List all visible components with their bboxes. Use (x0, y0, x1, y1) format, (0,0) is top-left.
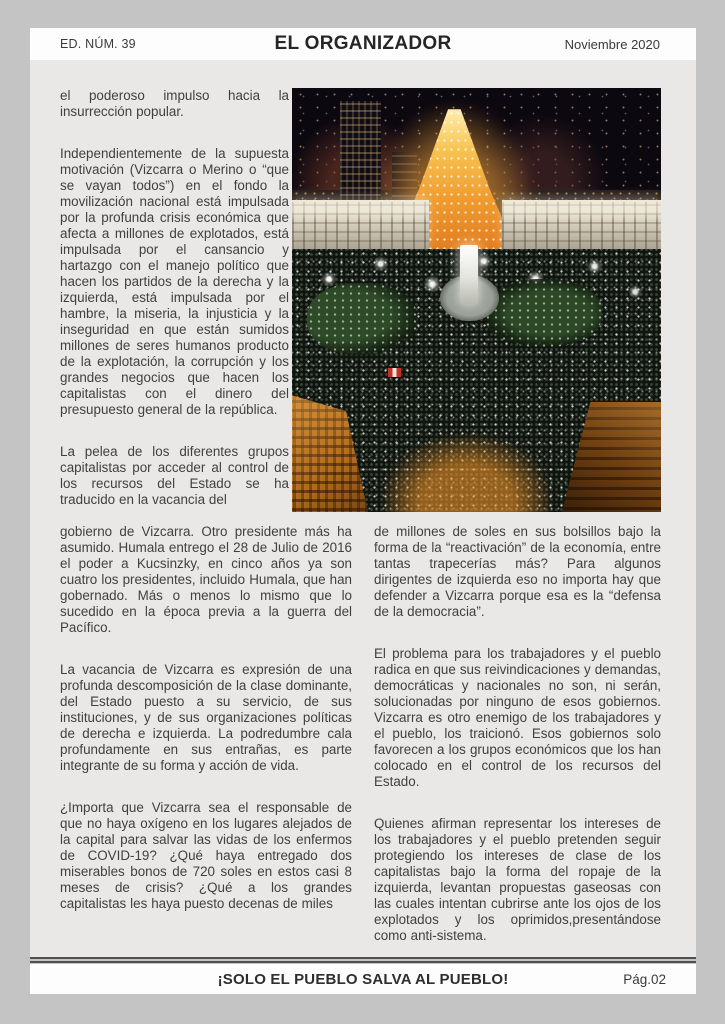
paragraph: ¿Importa que Vizcarra sea el responsable de que no haya oxígeno en los lugares alejados de la capital para salvar las vidas de los enfermos de COVID-19? ¿Qué haya entregado dos miserables bonos de 720 soles en estos casi 8 meses de crisis? ¿Qué a los grandes capitalistas les haya puesto decenas de miles (60, 800, 352, 911)
column-left-top (60, 88, 289, 534)
protest-plaza-photo (292, 88, 661, 512)
column-left-bottom (60, 524, 352, 938)
issue-date: Noviembre 2020 (564, 36, 660, 52)
paragraph: La vacancia de Vizcarra es expresión de una profunda descomposición de la clase dominante, del Estado puesto a su servicio, de sus instituciones, y de sus organizaciones políticas de derecha e izquierda. La podredumbre cala profundamente en sus entrañas, es parte integrante de su forma y acción de vida. (60, 662, 352, 773)
newsletter-title: EL ORGANIZADOR (274, 33, 452, 54)
edition-number: ED. NÚM. 39 (60, 37, 136, 51)
photo-peru-flag (388, 368, 401, 377)
paragraph: de millones de soles en sus bolsillos bajo la forma de la “reactivación” de la economía, entre tantas trapecerías más? Para algunos dirigentes de izquierda eso no importa hay que defender a Vizcarra porque esa es la “defensa de la democracia”. (374, 524, 661, 619)
paragraph: gobierno de Vizcarra. Otro presidente más ha asumido. Humala entrego el 28 de Julio de 2016 el poder a Kucsinzky, en cinco años ya son cuatro los presidentes, incluido Humala, que han gobernado. Más o menos lo mismo que lo sucedido en la época previa a la guerra del Pacífico. (60, 524, 352, 635)
column-right-bottom (374, 524, 661, 970)
paragraph: La pelea de los diferentes grupos capitalistas por acceder al control de los recursos del Estado se ha traducido en la vacancia del (60, 444, 289, 507)
footer-slogan: ¡SOLO EL PUEBLO SALVA AL PUEBLO! (217, 970, 509, 988)
footer-double-rule (30, 957, 696, 963)
paragraph: El problema para los trabajadores y el pueblo radica en que sus reivindicaciones y demandas, democráticas y nacionales no son, ni serán, solucionadas por ninguno de esos gobiernos. Vizcarra es otro enemigo de los trabajadores y el pueblo, los traicionó. Esos gobiernos solo favorecen a los grupos económicos que los han colocado en el control de los recursos del Estado. (374, 646, 661, 789)
photo-trees-right (484, 279, 602, 347)
paragraph: el poderoso impulso hacia la insurrección popular. (60, 88, 289, 119)
photo-bottom-orange-glow (384, 436, 550, 512)
page-number: Pág.02 (623, 971, 666, 987)
footer-bar (30, 964, 696, 994)
paragraph: Quienes afirman representar los intereses de los trabajadores y el pueblo pretenden seguir protegiendo los intereses de clase de los capitalistas bajo la forma del ropaje de la izquierda, levantan propuestas gaseosas con las cuales intentan cubrirse ante los ojos de los explotados y los oprimidos,presentándose como anti-sistema. (374, 816, 661, 943)
photo-monument (460, 245, 478, 304)
header-bar (30, 28, 696, 60)
photo-trees-left (307, 283, 418, 355)
paragraph: Independientemente de la supuesta motivación (Vizcarra o Merino o “que se vayan todos”) en el fondo la movilización nacional está impulsada por la profunda crisis económica que afecta a millones de explotados, está impulsada por el cansancio y hartazgo con el manejo político que hacen los partidos de la derecha y la izquierda, está impulsada por el hambre, la miseria, la injusticia y la inseguridad en que están sumidos millones de seres humanos producto de la explotación, la corrupción y los grandes negocios que hacen los capitalistas con el dinero del presupuesto general de la república. (60, 146, 289, 417)
